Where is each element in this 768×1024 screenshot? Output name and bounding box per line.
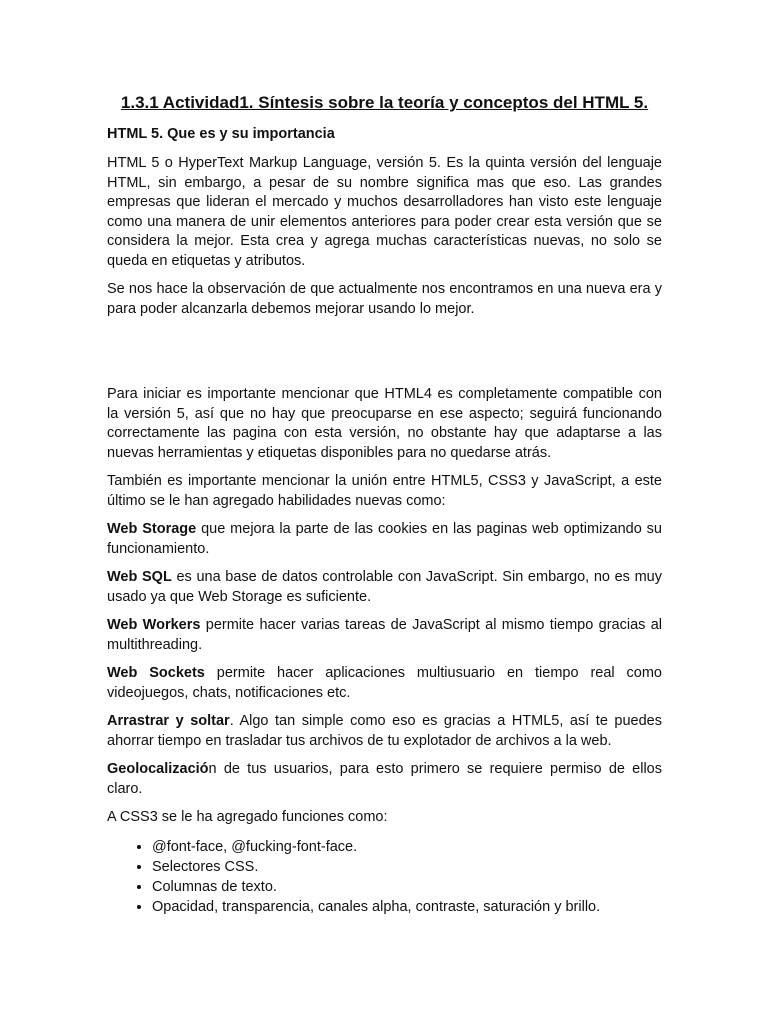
feature-web-sql: [107, 568, 662, 607]
list-item: • Opacidad, transparencia, canales alpha, contraste, saturación y brillo.: [152, 897, 662, 917]
feature-term: Web Storage: [107, 521, 197, 537]
feature-text: es una base de datos controlable con JavaScript. Sin embargo, no es muy usado ya que Web Storage es suficiente.: [107, 569, 662, 605]
feature-web-storage: [107, 520, 662, 559]
document-page: [107, 92, 662, 917]
feature-geolocation: [107, 760, 662, 799]
paragraph-union: También es importante mencionar la unión entre HTML5, CSS3 y JavaScript, a este último se le han agregado habilidades nuevas como:: [107, 473, 662, 509]
feature-text: . Algo tan simple como eso es gracias a HTML5, así te puedes ahorrar tiempo en trasladar tus archivos de tu explotador de archivos a la web.: [107, 713, 663, 749]
feature-text: que mejora la parte de las cookies en las paginas web optimizando su funcionamiento.: [107, 521, 662, 557]
document-title: 1.3.1 Actividad1. Síntesis sobre la teoría y conceptos del HTML 5.: [120, 93, 649, 112]
feature-term: Web Workers: [107, 617, 201, 633]
paragraph-compatibility: Para iniciar es importante mencionar que HTML4 es completamente compatible con la versión 5, así que no hay que preocuparse en ese aspecto; seguirá funcionando correctamente las pagina con esta versión, no obstante hay que adaptarse a las nuevas herramientas y etiquetas disponibles para no quedarse atrás.: [107, 386, 662, 461]
list-item: • Columnas de texto.: [152, 877, 662, 897]
feature-term: Web Sockets: [107, 665, 205, 681]
feature-text: permite hacer aplicaciones multiusuario en tiempo real como videojuegos, chats, notificaciones etc.: [107, 665, 662, 701]
list-item: • Selectores CSS.: [152, 857, 662, 877]
blank-space: [107, 328, 662, 385]
feature-term: Geolocalizació: [107, 761, 209, 777]
feature-web-workers: [107, 616, 662, 655]
paragraph-css3-intro: A CSS3 se le ha agregado funciones como:: [107, 809, 388, 825]
feature-text: n de tus usuarios, para esto primero se requiere permiso de ellos claro.: [107, 761, 662, 797]
feature-term: Web SQL: [107, 569, 172, 585]
feature-drag-drop: [107, 712, 662, 751]
section-heading: HTML 5. Que es y su importancia: [107, 126, 335, 142]
feature-text: permite hacer varias tareas de JavaScript al mismo tiempo gracias al multithreading.: [107, 617, 662, 653]
css3-feature-list: [107, 837, 662, 917]
paragraph-intro: HTML 5 o HyperText Markup Language, versión 5. Es la quinta versión del lenguaje HTML, sin embargo, a pesar de su nombre significa mas que eso. Las grandes empresas que lideran el mercado y muchos desarrolladores han visto este lenguaje como una manera de unir elementos anteriores para poder crear esta versión que se considera la mejor. Esta crea y agrega muchas características nuevas, no solo se queda en etiquetas y atributos.: [107, 155, 662, 269]
feature-web-sockets: [107, 664, 662, 703]
paragraph-new-era: Se nos hace la observación de que actualmente nos encontramos en una nueva era y para poder alcanzarla debemos mejorar usando lo mejor.: [107, 281, 662, 317]
list-item: • @font-face, @fucking-font-face.: [152, 837, 662, 857]
feature-term: Arrastrar y soltar: [107, 713, 230, 729]
